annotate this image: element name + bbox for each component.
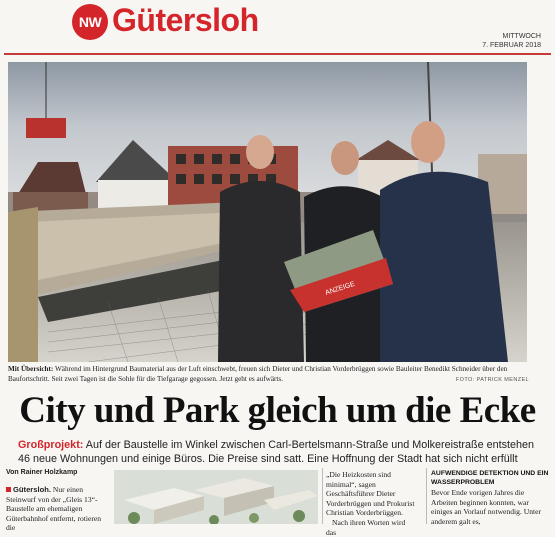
photo-credit: FOTO: PATRICK MENZEL: [455, 377, 529, 383]
lead-photo: [8, 62, 527, 362]
sidebar-heading: AUFWENDIGE DETEKTION UND EIN WASSERPROBLEM: [431, 470, 549, 486]
masthead-rule: [4, 53, 551, 55]
column-3-text-2: Nach ihren Worten wird das: [326, 517, 406, 537]
architect-rendering: [114, 470, 318, 524]
byline: Von Rainer Holzkamp: [6, 469, 78, 476]
nw-logo: NW: [72, 4, 108, 40]
article-column-1: [6, 485, 106, 533]
masthead: [0, 0, 555, 52]
issue-date: [482, 32, 541, 50]
photo-caption: [8, 365, 530, 384]
article-column-3: [326, 470, 416, 537]
dateline-square-icon: [6, 487, 11, 492]
column-divider: [322, 468, 323, 524]
weekday: MITTWOCH: [502, 33, 541, 40]
column-divider-2: [426, 468, 427, 524]
date: 7. FEBRUAR 2018: [482, 42, 541, 49]
deck-label: Großprojekt:: [18, 439, 84, 451]
deck: [18, 438, 542, 466]
dateline: Gütersloh.: [13, 485, 51, 494]
column-1-text: Nur einen Steinwurf von der „Gleis 13“-Baustelle am ehemaligen Güterbahnhof entfernt, rotieren die: [6, 485, 102, 533]
sidebar-text: Bevor Ende vorigen Jahres die Arbeiten beginnen konnten, war einiges an Vorlauf notwendig. Unter anderem galt es,: [431, 488, 542, 526]
sign-text: ANZEIGE: [324, 280, 356, 297]
deck-text: Auf der Baustelle im Winkel zwischen Carl-Bertelsmann-Straße und Molkereistraße entstehen 46 neue Wohnungen und einige Büros. Die Preise sind satt. Eine Hoffnung der Stadt hat sich nicht erfüllt: [18, 439, 535, 465]
caption-text: Während im Hintergrund Baumaterial aus der Luft einschwebt, freuen sich Dieter und Christian Vorderbrüggen sowie Bauleiter Benedikt Schneider über den Baufortschritt. Seit zwei Tagen ist die Sohle für die Tiefgarage gegossen. Jetzt geht es aufwärts.: [8, 365, 508, 383]
column-3-text: „Die Heizkosten sind minimal“, sagen Geschäftsführer Dieter Vorderbrüggen und Prokurist Christian Vorderbrüggen.: [326, 470, 415, 518]
caption-label: Mit Übersicht:: [8, 365, 54, 373]
city-name: Gütersloh: [112, 2, 259, 38]
headline: City und Park gleich um die Ecke: [19, 390, 536, 431]
